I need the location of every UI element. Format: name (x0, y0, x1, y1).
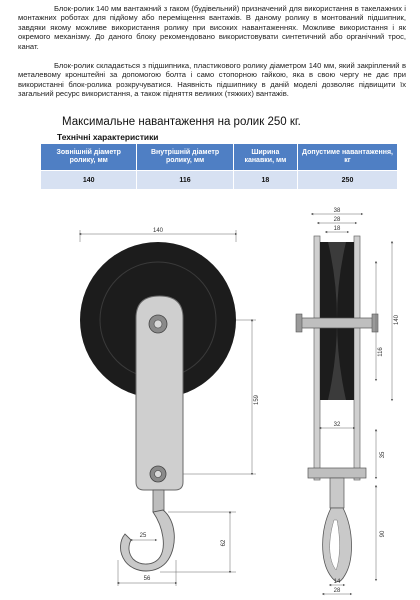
side-dim-90: 90 (380, 530, 386, 538)
side-dim-35: 35 (380, 451, 386, 459)
specs-title: Технічні характеристики (57, 132, 159, 142)
side-dim-28-bottom: 28 (333, 588, 341, 594)
side-dim-140: 140 (394, 314, 400, 326)
hook-shank (153, 490, 164, 512)
side-bracket-right (354, 236, 360, 480)
front-view-drawing (80, 228, 260, 586)
hook-bolt-head (155, 471, 162, 478)
side-dim-116: 116 (378, 347, 384, 357)
side-dim-38: 38 (333, 208, 341, 214)
side-axle-bolt (298, 318, 376, 328)
description-paragraph-1: Блок-ролик 140 мм вантажний з гаком (будівельний) призначений для використання в такелажних і монтажних роботах для підйому або переміщення вантажів. В даному ролику в монтований підшипник, завдяки якому можливе використання ролику при високих навантаженнях. Можливе використання і як окремого механізму. До даного блоку рекомендовано використовувати синтетичний або органічний трос, канат. (18, 4, 406, 51)
side-view-drawing (296, 208, 400, 594)
front-dim-140: 140 (152, 228, 164, 234)
max-load-title: Максимальне навантаження на ролик 250 кг. (62, 116, 301, 128)
side-dim-14: 14 (333, 579, 341, 585)
specs-value-outer-diameter: 140 (41, 171, 137, 190)
side-bracket-left (314, 236, 320, 480)
specs-value-inner-diameter: 116 (137, 171, 233, 190)
specs-header-max-load: Допустиме навантаження, кг (298, 144, 398, 171)
specs-header-groove-width: Ширина канавки, мм (233, 144, 297, 171)
specs-header-outer-diameter: Зовнішній діаметр ролику, мм (41, 144, 137, 171)
front-dim-56: 56 (143, 576, 151, 582)
axle-bolt-head (154, 320, 162, 328)
side-hook-shank (330, 478, 344, 508)
front-dim-25: 25 (139, 533, 147, 539)
side-hook-bolt (308, 468, 366, 478)
front-dim-159: 159 (254, 394, 260, 406)
side-dim-28: 28 (333, 217, 341, 223)
side-dim-32: 32 (333, 422, 341, 428)
specs-value-max-load: 250 (298, 171, 398, 190)
side-dim-18: 18 (333, 226, 341, 232)
front-dim-62: 62 (221, 539, 227, 547)
hook (120, 510, 174, 571)
specs-header-inner-diameter: Внутрішній діаметр ролику, мм (137, 144, 233, 171)
specs-value-groove-width: 18 (233, 171, 297, 190)
description-paragraph-2: Блок-ролик складається з підшипника, пластикового ролику діаметром 140 мм, який закріплений в металевому кронштейні за допомогою болта і само стопорною гайкою, яка в свою чергу не дає при використанні блок-ролика розкручуватися. Наявність підшипнику в даній моделі дозволяє підвищити їх загальний ресурс використання, а також підняття великих (тяжких) вантажів. (18, 61, 406, 99)
